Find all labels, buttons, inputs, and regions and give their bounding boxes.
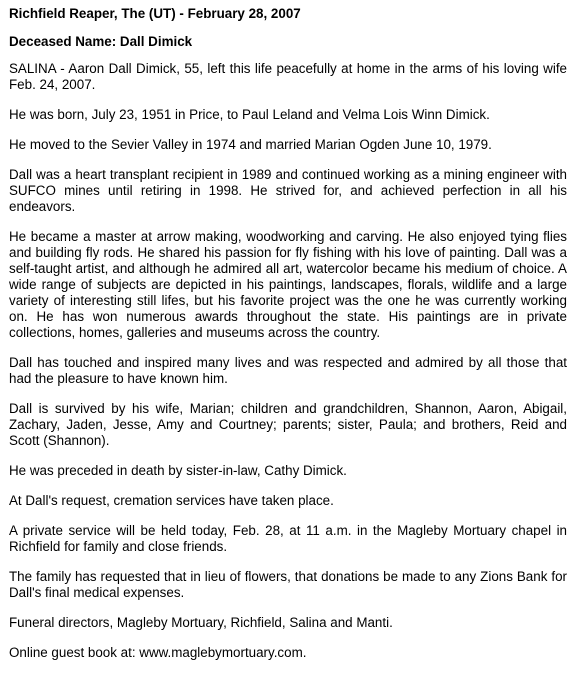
deceased-name-heading: Deceased Name: Dall Dimick [9,34,193,49]
obituary-paragraph-2: He was born, July 23, 1951 in Price, to Paul Leland and Velma Lois Winn Dimick. [9,107,490,122]
obituary-paragraph-12: Funeral directors, Magleby Mortuary, Richfield, Salina and Manti. [9,615,393,630]
guest-book-line: Online guest book at: www.maglebymortuary.com. [9,645,307,660]
obituary-paragraph-7: Dall is survived by his wife, Marian; children and grandchildren, Shannon, Aaron, Abigail, Zachary, Jaden, Jesse, Amy and Courtney; parents; sister, Paula; and brothers, Reid and Scott (Shannon). [9,401,567,448]
obituary-paragraph-4: Dall was a heart transplant recipient in 1989 and continued working as a mining engineer with SUFCO mines until retiring in 1998. He strived for, and achieved perfection in all his endeavors. [9,167,567,214]
obituary-paragraph-9: At Dall's request, cremation services have taken place. [9,493,334,508]
obituary-paragraph-1: SALINA - Aaron Dall Dimick, 55, left this life peacefully at home in the arms of his loving wife Feb. 24, 2007. [9,61,567,92]
obituary-paragraph-11: The family has requested that in lieu of flowers, that donations be made to any Zions Bank for Dall's final medical expenses. [9,569,567,600]
obituary-paragraph-6: Dall has touched and inspired many lives and was respected and admired by all those that had the pleasure to have known him. [9,355,567,386]
source-heading: Richfield Reaper, The (UT) - February 28, 2007 [9,6,301,21]
obituary-paragraph-5: He became a master at arrow making, woodworking and carving. He also enjoyed tying flies and building fly rods. He shared his passion for fly fishing with his love of painting. Dall was a self-taught artist, and although he admired all art, watercolor became his medium of choice. A wide range of subjects are depicted in his paintings, landscapes, florals, wildlife and a large variety of interesting still lifes, but his favorite project was the one he was currently working on. He has won numerous awards throughout the state. His paintings are in private collections, homes, galleries and museums across the country. [9,229,567,340]
obituary-paragraph-10: A private service will be held today, Feb. 28, at 11 a.m. in the Magleby Mortuary chapel in Richfield for family and close friends. [9,523,567,554]
obituary-paragraph-3: He moved to the Sevier Valley in 1974 and married Marian Ogden June 10, 1979. [9,137,492,152]
obituary-paragraph-8: He was preceded in death by sister-in-law, Cathy Dimick. [9,463,347,478]
